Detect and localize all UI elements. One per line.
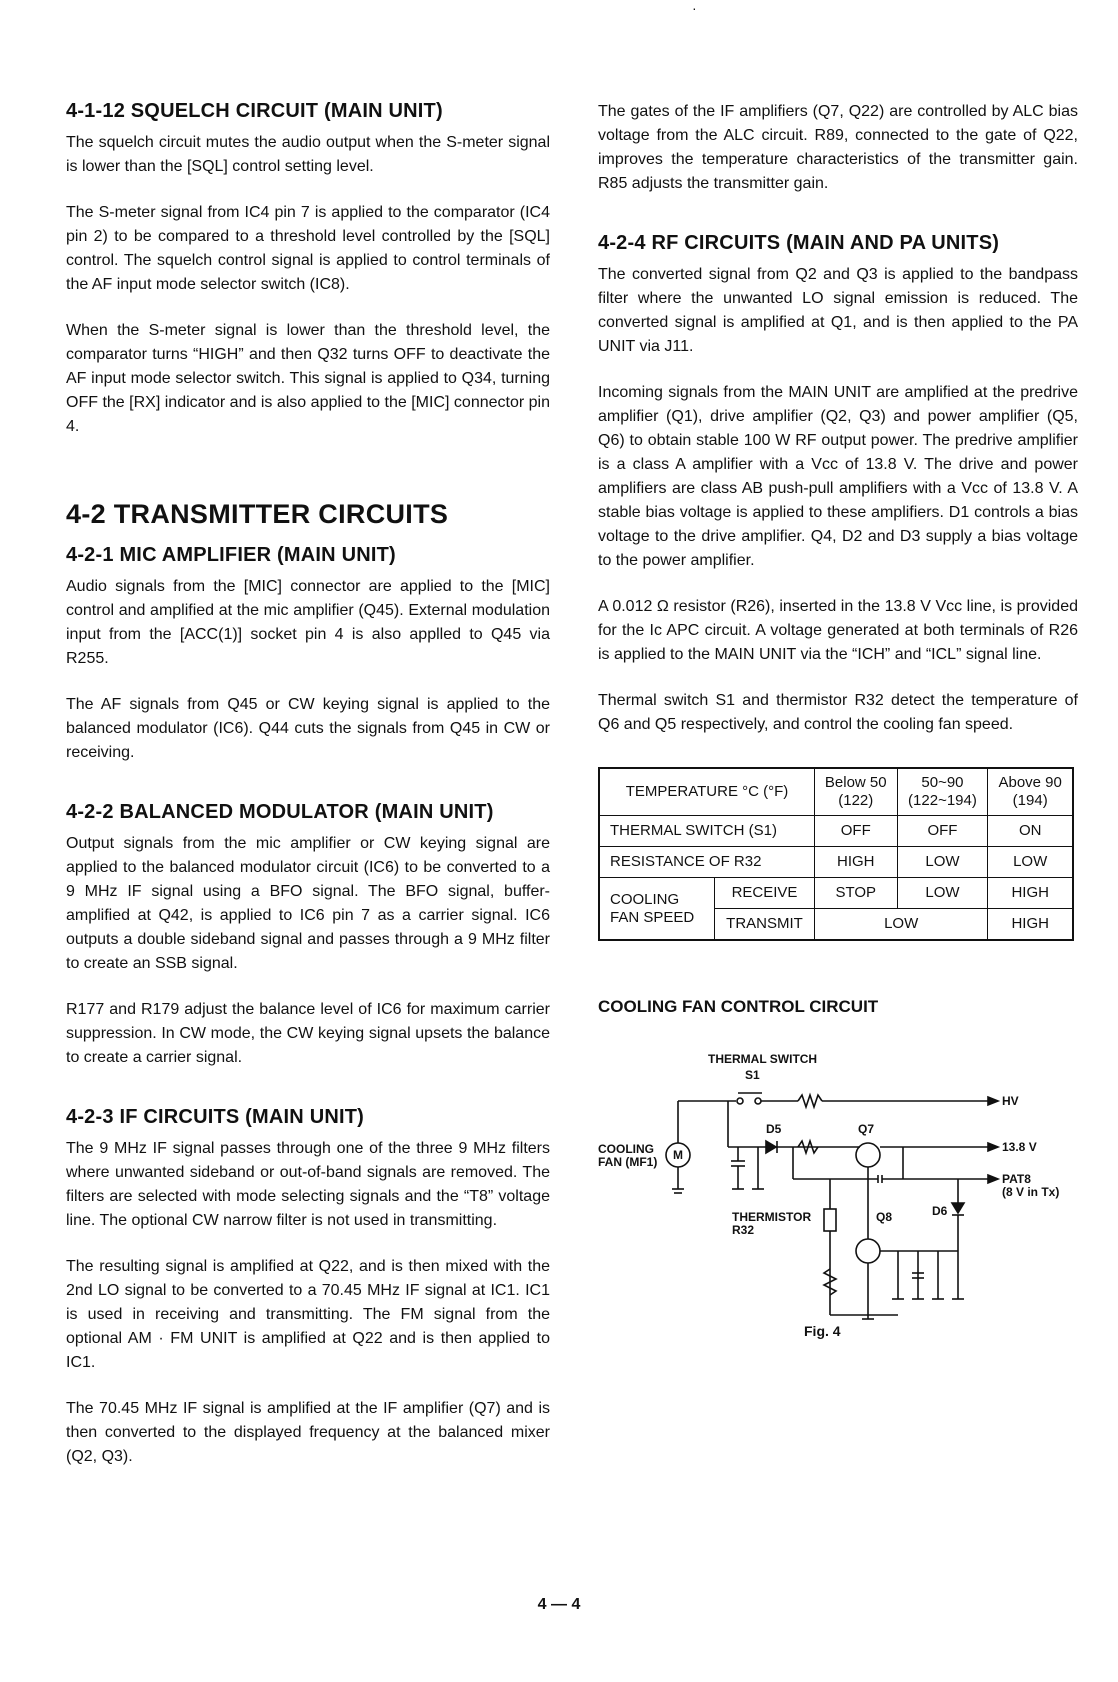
table-cell: STOP [815,878,898,909]
section-4-2-1-title: 4-2-1 MIC AMPLIFIER (MAIN UNIT) [66,544,396,566]
table-cell: HIGH [815,847,898,878]
table-header-cell: Above 90 (194) [988,768,1073,816]
table-row [599,878,1073,909]
table-cell: OFF [815,816,898,847]
pat8-label: PAT8 (8 V in Tx) [1002,1172,1060,1199]
d5-label: D5 [766,1122,782,1136]
d6-label: D6 [932,1204,948,1218]
paragraph: The 70.45 MHz IF signal is amplified at the IF amplifier (Q7) and is then converted to the displayed frequency at the balanced mixer (Q2, Q3). [66,1400,550,1465]
voltage-label: 13.8 V [1002,1140,1037,1154]
section-4-1-12-title: 4-1-12 SQUELCH CIRCUIT (MAIN UNIT) [66,100,443,122]
section-4-2-2-title: 4-2-2 BALANCED MODULATOR (MAIN UNIT) [66,801,494,823]
right-column [598,100,1078,1349]
table-cell: THERMAL SWITCH (S1) [599,816,815,847]
q8-label: Q8 [876,1210,893,1224]
table-cell: LOW [897,847,988,878]
thermal-switch-label: THERMAL SWITCH [708,1052,818,1066]
thermistor-label: THERMISTOR R32 [732,1210,812,1237]
table-cell: TRANSMIT [715,909,815,941]
table-header-cell: TEMPERATURE °C (°F) [599,768,815,816]
figure-caption: Fig. 4 [804,1323,841,1339]
page-number: 4 — 4 [537,1596,581,1613]
section-4-2-4-title: 4-2-4 RF CIRCUITS (MAIN AND PA UNITS) [598,232,1000,254]
table-cell: HIGH [988,878,1073,909]
left-column [66,100,550,1491]
paragraph: The gates of the IF amplifiers (Q7, Q22) are controlled by ALC bias voltage from the ALC circuit. R89, connected to the gate of Q22, improves the temperature characteristics of the transmitter gain. R85 adjusts the transmitter gain. [598,103,1078,192]
paragraph: The S-meter signal from IC4 pin 7 is applied to the comparator (IC4 pin 2) to be compared to a threshold level controlled by the [SQL] control. The squelch control signal is applied to control terminals of the AF input mode selector switch (IC8). [66,204,550,293]
table-cell: HIGH [988,909,1073,941]
paragraph: Output signals from the mic amplifier or CW keying signal are applied to the balanced modulator circuit (IC6) to be converted to a 9 MHz IF signal using a BFO signal. The BFO signal, buffer-amplified at Q42, is applied to IC6 pin 7 as a carrier signal. IC6 outputs a double sideband signal and passes through a 9 MHz filter to create an SSB signal. [66,835,550,972]
fan-speed-table [598,767,1074,941]
table-cell: RECEIVE [715,878,815,909]
paragraph: A 0.012 Ω resistor (R26), inserted in the 13.8 V Vcc line, is provided for the Ic APC circuit. A voltage generated at both terminals of R26 is applied to the MAIN UNIT via the “ICH” and “ICL” signal line. [598,598,1078,663]
table-cell: LOW [815,909,988,941]
table-row [599,816,1073,847]
paragraph: R177 and R179 adjust the balance level of IC6 for maximum carrier suppression. In CW mode, the CW keying signal upsets the balance to create a carrier signal. [66,1001,550,1066]
paragraph: When the S-meter signal is lower than the threshold level, the comparator turns “HIGH” and then Q32 turns OFF to deactivate the AF input mode selector switch. This signal is applied to Q34, turning OFF the [RX] indicator and is also applied to the [MIC] connector pin 4. [66,322,550,435]
figure-title: COOLING FAN CONTROL CIRCUIT [598,997,879,1016]
cooling-fan-schematic [598,1029,1078,1349]
paragraph: The AF signals from Q45 or CW keying signal is applied to the balanced modulator (IC6). Q44 cuts the signals from Q45 in CW or receiving. [66,696,550,761]
s1-label: S1 [745,1068,760,1082]
paragraph: The resulting signal is amplified at Q22, and is then mixed with the 2nd LO signal to be converted to a 70.45 MHz IF signal at IC1. IC1 is used in receiving and transmitting. The FM signal from the optional AM · FM UNIT is amplified at Q22 and is then applied to IC1. [66,1258,550,1371]
table-cell: COOLING FAN SPEED [599,878,715,941]
paragraph: Audio signals from the [MIC] connector are applied to the [MIC] control and amplified at the mic amplifier (Q45). External modulation input from the [ACC(1)] socket pin 4 is also applled to Q45 via R255. [66,578,550,667]
table-cell: RESISTANCE OF R32 [599,847,815,878]
table-header-cell: 50~90 (122~194) [897,768,988,816]
table-cell: LOW [988,847,1073,878]
paragraph: The 9 MHz IF signal passes through one of the three 9 MHz filters where unwanted sideband or out-of-band signals are removed. The filters are selected with mode selecting signals and the “T8” voltage line. The optional CW narrow filter is not used in transmitting. [66,1140,550,1229]
paragraph: Thermal switch S1 and thermistor R32 detect the temperature of Q6 and Q5 respectively, and control the cooling fan speed. [598,692,1078,733]
table-cell: OFF [897,816,988,847]
paragraph: The converted signal from Q2 and Q3 is applied to the bandpass filter where the unwanted LO signal emission is reduced. The converted signal is amplified at Q1, and is then applied to the PA UNIT via J11. [598,266,1078,355]
table-cell: LOW [897,878,988,909]
page-top-mark: · [692,0,697,16]
table-row [599,847,1073,878]
motor-m-label: M [673,1148,683,1162]
section-4-2-3-title: 4-2-3 IF CIRCUITS (MAIN UNIT) [66,1106,365,1128]
cooling-fan-label: COOLING FAN (MF1) [598,1142,658,1169]
paragraph: The squelch circuit mutes the audio output when the S-meter signal is lower than the [SQL] control setting level. [66,134,550,175]
table-cell: ON [988,816,1073,847]
table-header-row [599,768,1073,816]
table-header-cell: Below 50 (122) [815,768,898,816]
section-4-2-title: 4-2 TRANSMITTER CIRCUITS [66,499,449,529]
q7-label: Q7 [858,1122,875,1136]
paragraph: Incoming signals from the MAIN UNIT are amplified at the predrive amplifier (Q1), drive amplifier (Q2, Q3) and power amplifier (Q5, Q6) to obtain stable 100 W RF output power. The predrive amplifier is a class A amplifier with a Vcc of 13.8 V. The drive and power amplifiers are class AB push-pull amplifiers with a Vcc of 13.8 V. A stable bias voltage is applied to these amplifiers. D1 controls a bias voltage to the drive amplifier. Q4, D2 and D3 supply a bias voltage to the power amplifier. [598,384,1078,569]
hv-label: HV [1002,1094,1019,1108]
